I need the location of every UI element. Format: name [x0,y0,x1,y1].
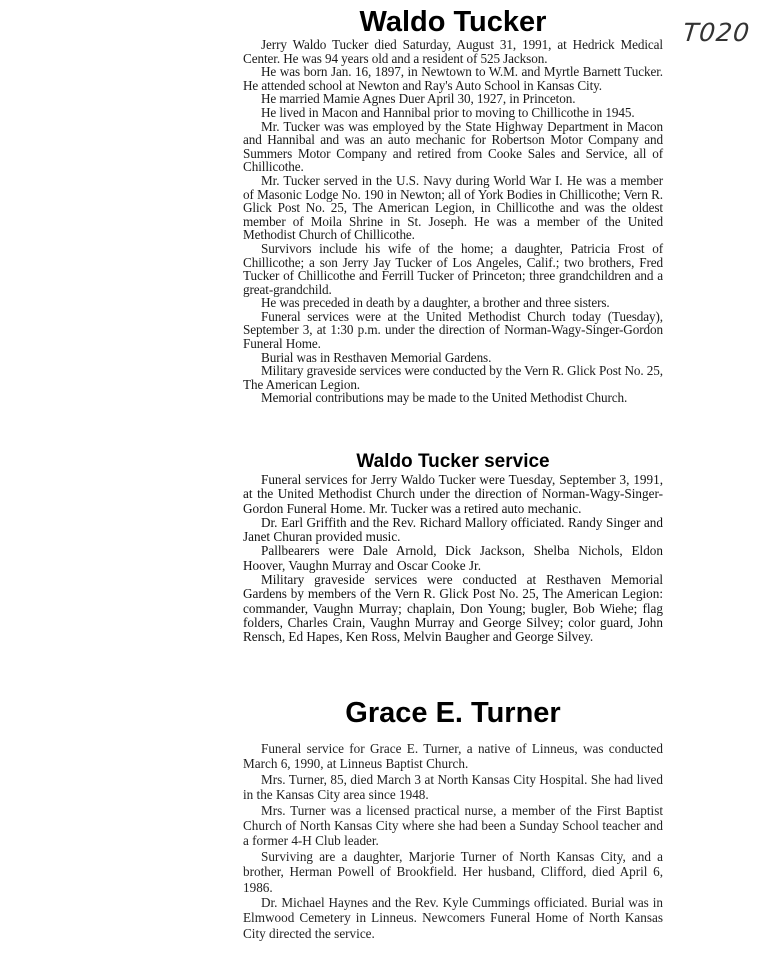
paragraph: Military graveside services were conducted by the Vern R. Glick Post No. 25, The American Legion. [243,363,663,392]
paragraph: Funeral services were at the United Methodist Church today (Tuesday), September 3, at 1:30 p.m. under the direction of Norman-Wagy-Singer-Gordon Funeral Home. [243,308,663,352]
obituary-waldo-tucker [243,6,663,405]
paragraph: Burial was in Resthaven Memorial Gardens. [261,349,492,365]
paragraph: He was born Jan. 16, 1897, in Newtown to W.M. and Myrtle Barnett Tucker. He attended school at Newton and Ray's Auto School in Kansas City. [243,64,663,93]
paragraph: Dr. Earl Griffith and the Rev. Richard Mallory officiated. Randy Singer and Janet Churan provided music. [243,514,663,545]
paragraph: He married Mamie Agnes Duer April 30, 1927, in Princeton. [261,91,576,107]
article-title: Grace E. Turner [345,697,561,729]
paragraph: Mrs. Turner was a licensed practical nurse, a member of the First Baptist Church of North Kansas City where she had been a Sunday School teacher and a former 4-H Club leader. [243,802,663,849]
obituary-grace-turner [243,697,663,941]
paragraph: Military graveside services were conducted at Resthaven Memorial Gardens by members of the Vern R. Glick Post No. 25, The American Legion: commander, Vaughn Murray; chaplain, Don Young; bugler, Bob Wiehe; flag folders, Charles Crain, Vaughn Murray and George Silvey; color guard, John Rensch, Ed Hapes, Ken Ross, Melvin Baugher and George Silvey. [243,572,663,645]
paragraph: Surviving are a daughter, Marjorie Turner of North Kansas City, and a brother, Herman Powell of Brookfield. Her husband, Clifford, died April 6, 1986. [243,848,663,895]
paragraph: Mrs. Turner, 85, died March 3 at North Kansas City Hospital. She had lived in the Kansas City area since 1948. [243,771,663,803]
paragraph: He lived in Macon and Hannibal prior to moving to Chillicothe in 1945. [261,104,635,120]
article-waldo-tucker-service [243,451,663,645]
handwritten-annotation: T020 [681,18,752,47]
paragraph: Funeral services for Jerry Waldo Tucker were Tuesday, September 3, 1991, at the United Methodist Church under the direction of Norman-Wagy-Singer-Gordon Funeral Home. Mr. Tucker was a retired auto mechanic. [243,472,663,516]
article-title: Waldo Tucker service [356,451,550,472]
article-title: Waldo Tucker [359,6,547,38]
paragraph: Mr. Tucker served in the U.S. Navy during World War I. He was a member of Masonic Lodge No. 190 in Newton; all of York Bodies in Chillicothe; Vern R. Glick Post No. 25, The American Legion, in Chillicothe and was the oldest member of Moila Shrine in St. Joseph. He was a member of the United Methodist Church of Chillicothe. [243,172,663,243]
paragraph: Jerry Waldo Tucker died Saturday, August 31, 1991, at Hedrick Medical Center. He was 94 years old and a resident of 525 Jackson. [243,37,663,66]
paragraph: Pallbearers were Dale Arnold, Dick Jackson, Shelba Nichols, Eldon Hoover, Vaughn Murray and Oscar Cooke Jr. [243,543,663,573]
paragraph: Dr. Michael Haynes and the Rev. Kyle Cummings officiated. Burial was in Elmwood Cemetery in Linneus. Newcomers Funeral Home of North Kansas City directed the service. [243,895,663,941]
paragraph: Survivors include his wife of the home; a daughter, Patricia Frost of Chillicothe; a son Jerry Jay Tucker of Los Angeles, Calif.; two brothers, Fred Tucker of Chillicothe and Ferrill Tucker of Princeton; three grandchildren and a great-grandchild. [243,240,663,297]
paragraph: Mr. Tucker was was employed by the State Highway Department in Macon and Hannibal and was an auto mechanic for Robertson Motor Company and Summers Motor Company and retired from Cooke Sales and Service, all of Chillicothe. [243,118,663,175]
paragraph: Memorial contributions may be made to the United Methodist Church. [261,390,628,406]
paragraph: Funeral service for Grace E. Turner, a native of Linneus, was conducted March 6, 1990, at Linneus Baptist Church. [243,741,663,772]
paragraph: He was preceded in death by a daughter, a brother and three sisters. [261,295,610,311]
